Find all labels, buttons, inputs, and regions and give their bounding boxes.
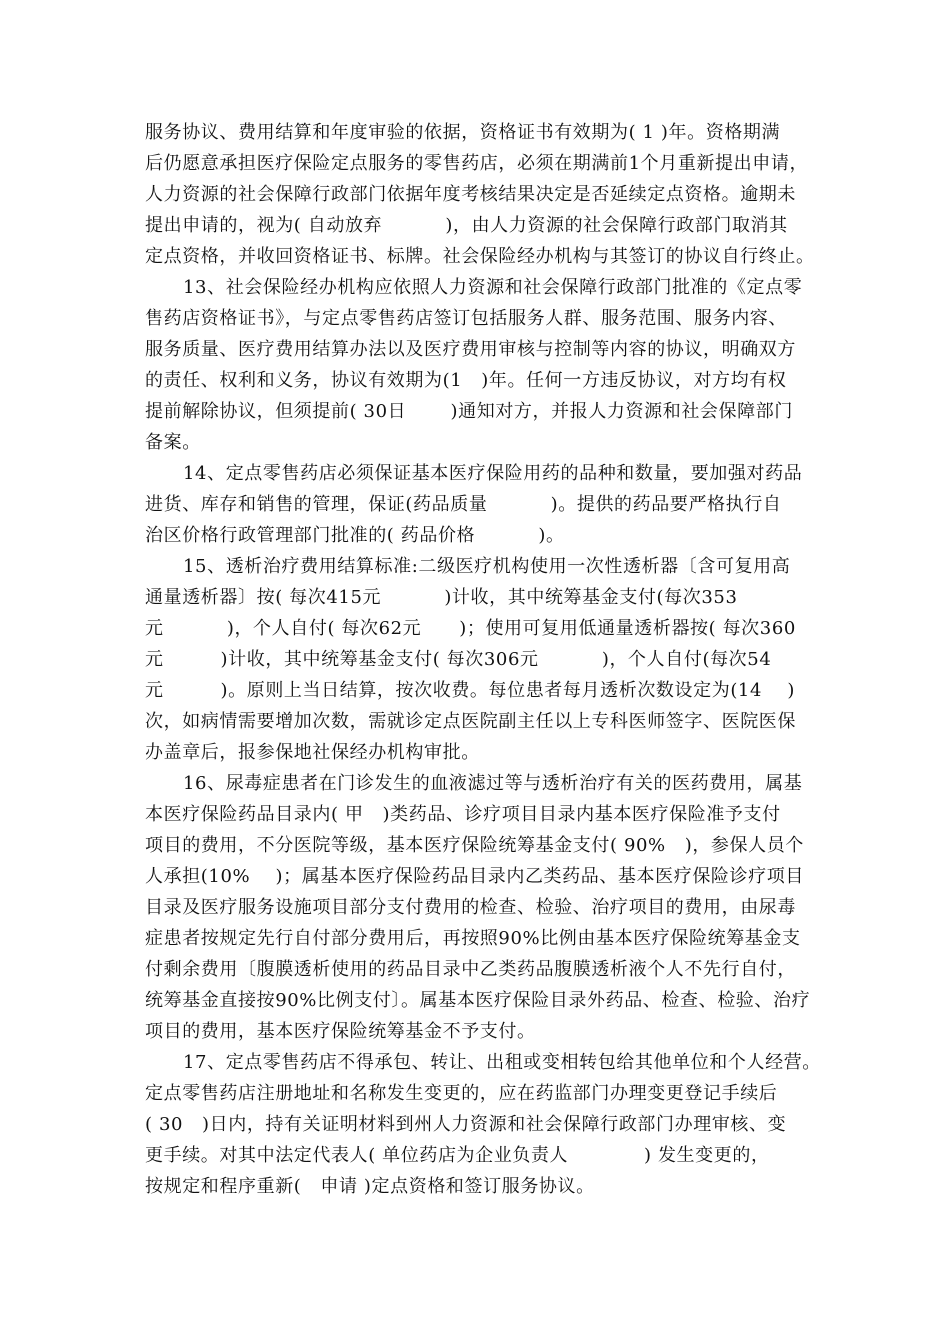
text-line: 定点资格，并收回资格证书、标牌。社会保险经办机构与其签订的协议自行终止。: [145, 246, 815, 267]
text-line: 后仍愿意承担医疗保险定点服务的零售药店，必须在期满前1个月重新提出申请，: [145, 153, 809, 174]
text-line: 本医疗保险药品目录内( 甲 )类药品、诊疗项目目录内基本医疗保险准予支付: [145, 804, 781, 825]
paragraph: [145, 272, 815, 458]
text-line: 症患者按规定先行自付部分费用后，再按照90%比例由基本医疗保险统筹基金支: [145, 928, 801, 949]
text-line: 更手续。对其中法定代表人( 单位药店为企业负责人 ) 发生变更的，: [145, 1145, 770, 1166]
text-line: 13、社会保险经办机构应依照人力资源和社会保障行政部门批准的《定点零: [183, 277, 803, 298]
text-line: 人承担(10% )；属基本医疗保险药品目录内乙类药品、基本医疗保险诊疗项目: [145, 866, 804, 887]
text-line: 人力资源的社会保障行政部门依据年度考核结果决定是否延续定点资格。逾期未: [145, 184, 796, 205]
text-line: 的责任、权利和义务，协议有效期为(1 )年。任何一方违反协议，对方均有权: [145, 370, 787, 391]
text-line: 项目的费用，基本医疗保险统筹基金不予支付。: [145, 1021, 536, 1042]
paragraph: [145, 117, 815, 272]
text-line: 备案。: [145, 432, 201, 453]
text-line: 目录及医疗服务设施项目部分支付费用的检查、检验、治疗项目的费用，由尿毒: [145, 897, 796, 918]
text-line: ( 30 )日内，持有关证明材料到州人力资源和社会保障行政部门办理审核、变: [145, 1114, 787, 1135]
text-line: 17、定点零售药店不得承包、转让、出租或变相转包给其他单位和个人经营。: [183, 1052, 821, 1073]
text-line: 15、透析治疗费用结算标准:二级医疗机构使用一次性透析器〔含可复用高: [183, 556, 791, 577]
paragraph: [145, 551, 815, 768]
paragraph: [145, 768, 815, 1047]
text-line: 进货、库存和销售的管理，保证(药品质量 )。提供的药品要严格执行自: [145, 494, 782, 515]
text-line: 办盖章后，报参保地社保经办机构审批。: [145, 742, 480, 763]
text-line: 次，如病情需要增加次数，需就诊定点医院副主任以上专科医师签字、医院医保: [145, 711, 796, 732]
text-line: 付剩余费用〔腹膜透析使用的药品目录中乙类药品腹膜透析液个人不先行自付，: [145, 959, 796, 980]
text-line: 16、尿毒症患者在门诊发生的血液滤过等与透析治疗有关的医药费用，属基: [183, 773, 803, 794]
text-line: 元 )，个人自付( 每次62元 )；使用可复用低通量透析器按( 每次360: [145, 618, 796, 639]
text-line: 通量透析器〕按( 每次415元 )计收，其中统筹基金支付(每次353: [145, 587, 738, 608]
text-line: 元 )计收，其中统筹基金支付( 每次306元 )，个人自付(每次54: [145, 649, 772, 670]
text-line: 按规定和程序重新( 申请 )定点资格和签订服务协议。: [145, 1176, 595, 1197]
text-line: 项目的费用，不分医院等级，基本医疗保险统筹基金支付( 90% )，参保人员个: [145, 835, 804, 856]
paragraph: [145, 1047, 821, 1202]
text-line: 治区价格行政管理部门批准的( 药品价格 )。: [145, 525, 565, 546]
text-line: 元 )。原则上当日结算，按次收费。每位患者每月透析次数设定为(14 ): [145, 680, 795, 701]
text-line: 服务质量、医疗费用结算办法以及医疗费用审核与控制等内容的协议，明确双方: [145, 339, 796, 360]
text-line: 定点零售药店注册地址和名称发生变更的，应在药监部门办理变更登记手续后: [145, 1083, 778, 1104]
text-line: 提出申请的，视为( 自动放弃 )，由人力资源的社会保障行政部门取消其: [145, 215, 788, 236]
paragraph: [145, 458, 815, 551]
text-line: 售药店资格证书》，与定点零售药店签订包括服务人群、服务范围、服务内容、: [145, 308, 787, 329]
text-line: 统筹基金直接按90%比例支付〕。属基本医疗保险目录外药品、检查、检验、治疗: [145, 990, 811, 1011]
document-body: [145, 117, 821, 1202]
text-line: 服务协议、费用结算和年度审验的依据，资格证书有效期为( 1 )年。资格期满: [145, 122, 781, 143]
text-line: 提前解除协议，但须提前( 30日 )通知对方，并报人力资源和社会保障部门: [145, 401, 793, 422]
text-line: 14、定点零售药店必须保证基本医疗保险用药的品种和数量，要加强对药品: [183, 463, 803, 484]
